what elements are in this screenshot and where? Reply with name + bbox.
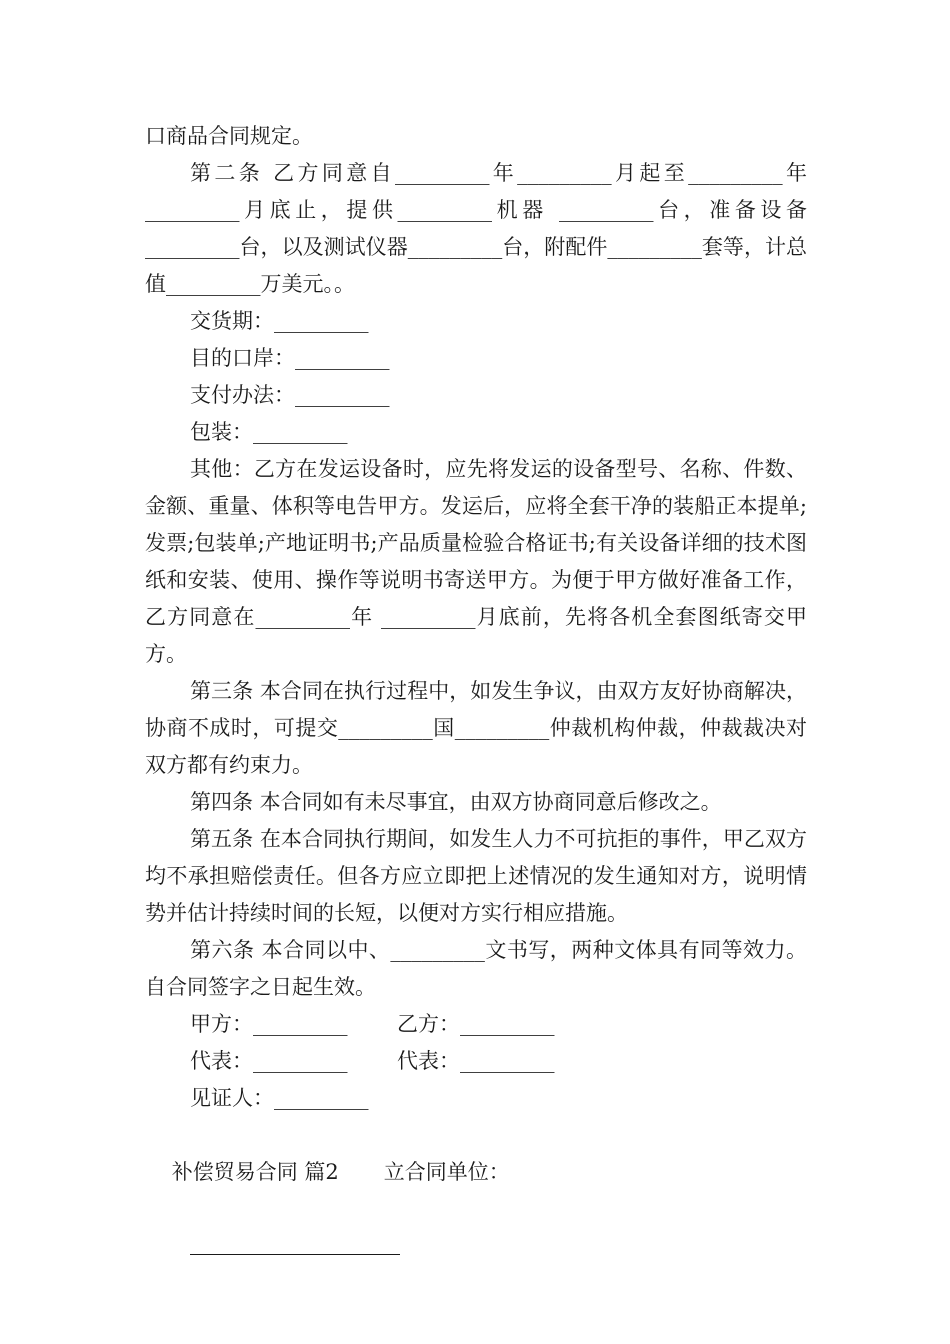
party-b-field: 乙方：_________ xyxy=(397,1012,555,1036)
next-contract-title: 补偿贸易合同 篇2 xyxy=(171,1160,339,1184)
article-6: 第六条 本合同以中、_________文书写，两种文体具有同等效力。自合同签字之日起生效。 xyxy=(145,938,807,999)
other-clause: 其他：乙方在发运设备时，应先将发运的设备型号、名称、件数、金额、重量、体积等电告甲方。发运后，应将全套干净的装船正本提单;发票;包装单;产地证明书;产品质量检验合格证书;有关设备详细的技术图纸和安装、使用、操作等说明书寄送甲方。为便于甲方做好准备工作，乙方同意在_________年 _________月底前，先将各机全套图纸寄交甲方。 xyxy=(145,457,807,666)
paragraph-continuation: 口商品合同规定。 xyxy=(145,124,313,148)
article-3: 第三条 本合同在执行过程中，如发生争议，由双方友好协商解决，协商不成时，可提交_________国_________仲裁机构仲裁，仲裁裁决对双方都有约束力。 xyxy=(145,679,807,777)
document-page xyxy=(145,118,807,1255)
representative-a-field: 代表：_________ xyxy=(190,1049,348,1073)
delivery-field: 交货期：_________ xyxy=(190,309,369,333)
article-5: 第五条 在本合同执行期间，如发生人力不可抗拒的事件，甲乙双方均不承担赔偿责任。但各方应立即把上述情况的发生通知对方，说明情势并估计持续时间的长短，以便对方实行相应措施。 xyxy=(145,827,807,925)
packaging-field: 包装：_________ xyxy=(190,420,348,444)
next-contract-unit-label: 立合同单位： xyxy=(383,1160,510,1184)
payment-field: 支付办法：_________ xyxy=(190,383,390,407)
article-2: 第二条 乙方同意自_________年_________月起至_________年_________月底止，提供_________机器 _________台，准备设备_________台，以及测试仪器_________台，附配件_________套等，计总值_________万美元。。 xyxy=(145,161,807,296)
signature-row-representatives xyxy=(145,1043,807,1080)
representative-b-field: 代表：_________ xyxy=(397,1049,555,1073)
next-contract-heading xyxy=(145,1117,807,1228)
destination-field: 目的口岸：_________ xyxy=(190,346,390,370)
article-4: 第四条 本合同如有未尽事宜，由双方协商同意后修改之。 xyxy=(190,790,722,814)
contract-unit-blank-line xyxy=(190,1234,400,1255)
party-a-field: 甲方：_________ xyxy=(190,1012,348,1036)
signature-row-parties xyxy=(145,1006,807,1043)
witness-field: 见证人：_________ xyxy=(190,1086,369,1110)
